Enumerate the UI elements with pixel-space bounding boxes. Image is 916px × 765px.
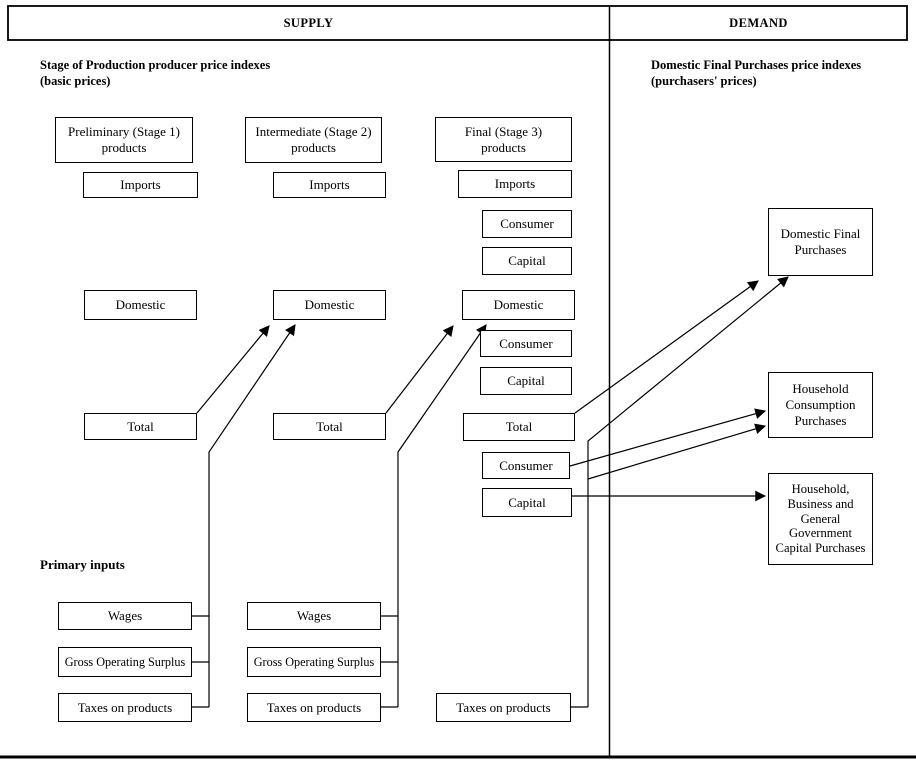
supply-column-header: SUPPLY	[283, 15, 334, 30]
capital-purchases-line3: General	[800, 511, 841, 526]
box-stage3-imports-capital: Capital	[482, 247, 572, 275]
box-stage3-taxes-on-products: Taxes on products	[436, 693, 571, 722]
dfp-line1: Domestic Final	[780, 226, 861, 242]
box-stage1-imports: Imports	[83, 172, 198, 198]
dfp-line2: Purchases	[794, 242, 847, 257]
primary-inputs-label: Primary inputs	[40, 557, 125, 572]
hcp-line3: Purchases	[794, 412, 847, 428]
demand-section-title	[651, 57, 861, 89]
stage2-title-line1: Intermediate (Stage 2)	[255, 124, 372, 140]
box-stage3-header	[435, 117, 572, 162]
box-stage2-imports: Imports	[273, 172, 386, 198]
box-stage3-domestic: Domestic	[462, 290, 575, 320]
capital-purchases-line5: Capital Purchases	[775, 541, 866, 556]
arrow-total2-to-domestic3	[386, 326, 453, 413]
box-domestic-final-purchases	[768, 208, 873, 276]
arrow-consumer3-to-hcp	[570, 411, 765, 466]
box-stage1-wages: Wages	[58, 602, 192, 630]
supply-title-line1: Stage of Production producer price indexes	[40, 58, 271, 72]
capital-purchases-line2: Business and	[787, 496, 854, 511]
arrow-inputs2-to-domestic3	[398, 325, 486, 707]
box-stage3-total-consumer: Consumer	[482, 452, 570, 479]
box-stage1-domestic: Domestic	[84, 290, 197, 320]
stage1-title-line1: Preliminary (Stage 1)	[68, 124, 180, 140]
box-stage2-header	[245, 117, 382, 163]
demand-title-line2: (purchasers' prices)	[651, 74, 757, 88]
demand-column-header: DEMAND	[729, 15, 788, 30]
stage2-title-line2: products	[291, 140, 336, 155]
arrow-taxes3-to-dfp	[588, 277, 788, 707]
box-stage2-wages: Wages	[247, 602, 381, 630]
box-stage1-taxes-on-products: Taxes on products	[58, 693, 192, 722]
box-stage3-domestic-capital: Capital	[480, 367, 572, 395]
supply-title-line2: (basic prices)	[40, 74, 111, 88]
stage3-title-line1: Final (Stage 3)	[464, 123, 543, 139]
box-stage2-domestic: Domestic	[273, 290, 386, 320]
stage3-title-line2: products	[481, 139, 526, 155]
box-capital-purchases	[768, 473, 873, 565]
demand-title-line1: Domestic Final Purchases price indexes	[651, 58, 862, 72]
box-stage2-gross-operating-surplus: Gross Operating Surplus	[247, 647, 381, 677]
arrow-total3-to-dfp	[575, 281, 758, 413]
arrow-total1-to-domestic2	[197, 326, 269, 413]
supply-section-title	[40, 57, 270, 89]
capital-purchases-line1: Household,	[791, 481, 850, 496]
box-stage1-header	[55, 117, 193, 163]
box-stage3-imports: Imports	[458, 170, 572, 198]
hcp-line1: Household	[792, 381, 849, 397]
stage1-title-line2: products	[101, 140, 147, 155]
box-stage3-total-capital: Capital	[482, 488, 572, 517]
box-stage1-total: Total	[84, 413, 197, 440]
box-stage2-total: Total	[273, 413, 386, 440]
capital-purchases-line4: Government	[789, 526, 852, 541]
box-stage3-total: Total	[463, 413, 575, 441]
box-stage2-taxes-on-products: Taxes on products	[247, 693, 381, 722]
arrow-taxes3-to-hcp	[588, 426, 765, 479]
box-stage3-imports-consumer: Consumer	[482, 210, 572, 238]
box-stage1-gross-operating-surplus: Gross Operating Surplus	[58, 647, 192, 677]
box-stage3-domestic-consumer: Consumer	[480, 330, 572, 357]
hcp-line2: Consumption	[785, 397, 856, 413]
box-household-consumption-purchases	[768, 372, 873, 438]
